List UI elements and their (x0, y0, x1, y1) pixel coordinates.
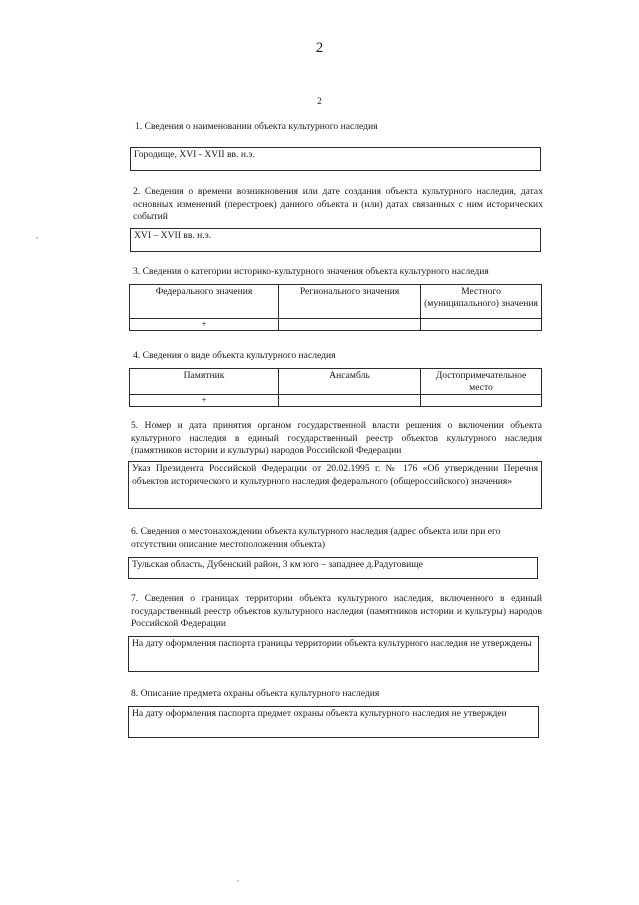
section-7-heading: 7. Сведения о границах территории объекта культурного наследия, включенного в единый государственный реестр объектов культурного наследия (памятников истории и культуры) народов Российской Федерации (131, 593, 542, 629)
category-header-local: Местного (муниципального) значения (421, 285, 542, 319)
category-header-regional: Регионального значения (279, 285, 421, 319)
section-1-value: Городище, XVI - XVII вв. н.э. (130, 147, 541, 171)
kind-marks-row (130, 395, 542, 407)
section-8-value: На дату оформления паспорта предмет охраны объекта культурного наследия не утвержден (128, 706, 539, 738)
kind-mark-ensemble (279, 395, 421, 407)
section-4-heading: 4. Сведения о виде объекта культурного наследия (133, 350, 336, 361)
kind-mark-landmark (421, 395, 542, 407)
kind-header-row (130, 369, 542, 395)
category-header-federal: Федерального значения (130, 285, 279, 319)
section-6-heading: 6. Сведения о местонахождении объекта культурного наследия (адрес объекта или при его отсутствии описание местоположения объекта) (131, 526, 501, 550)
section-5-heading: 5. Номер и дата принятия органом государственной власти решения о включении объекта культурного наследия в единый государственный реестр объектов культурного наследия (памятников истории и культуры) народов Российской Федерации (131, 420, 542, 456)
category-marks-row (130, 319, 542, 331)
section-6-value: Тульская область, Дубенский район, 3 км юго – западнее д.Радуговище (128, 557, 538, 579)
category-mark-local (421, 319, 542, 331)
kind-mark-monument: + (130, 395, 279, 407)
section-5-value: Указ Президента Российской Федерации от 20.02.1995 г. № 176 «Об утверждении Перечня объектов исторического и культурного наследия федерального (общероссийского) значения» (128, 461, 542, 509)
kind-header-ensemble: Ансамбль (279, 369, 421, 395)
section-8-heading: 8. Описание предмета охраны объекта культурного наследия (131, 688, 380, 699)
category-table (129, 284, 542, 331)
section-3-heading: 3. Сведения о категории историко-культурного значения объекта культурного наследия (133, 266, 489, 277)
category-mark-federal: + (130, 319, 279, 331)
page-number-small: 2 (317, 96, 322, 106)
page-number: 2 (315, 40, 324, 56)
kind-header-monument: Памятник (130, 369, 279, 395)
section-7-value: На дату оформления паспорта границы территории объекта культурного наследия не утверждены (128, 636, 539, 672)
scan-speck (237, 880, 239, 882)
section-1-heading: 1. Сведения о наименовании объекта культурного наследия (135, 121, 378, 132)
kind-header-landmark: Достопримечательное место (421, 369, 542, 395)
section-2-value: XVI – XVII вв. н.э. (130, 228, 541, 252)
scan-speck (36, 237, 38, 239)
category-mark-regional (279, 319, 421, 331)
section-2-heading: 2. Сведения о времени возникновения или дате создания объекта культурного наследия, датах основных изменений (перестроек) данного объекта и (или) датах связанных с ним исторических событий (133, 186, 543, 222)
category-header-row (130, 285, 542, 319)
kind-table (129, 368, 542, 407)
